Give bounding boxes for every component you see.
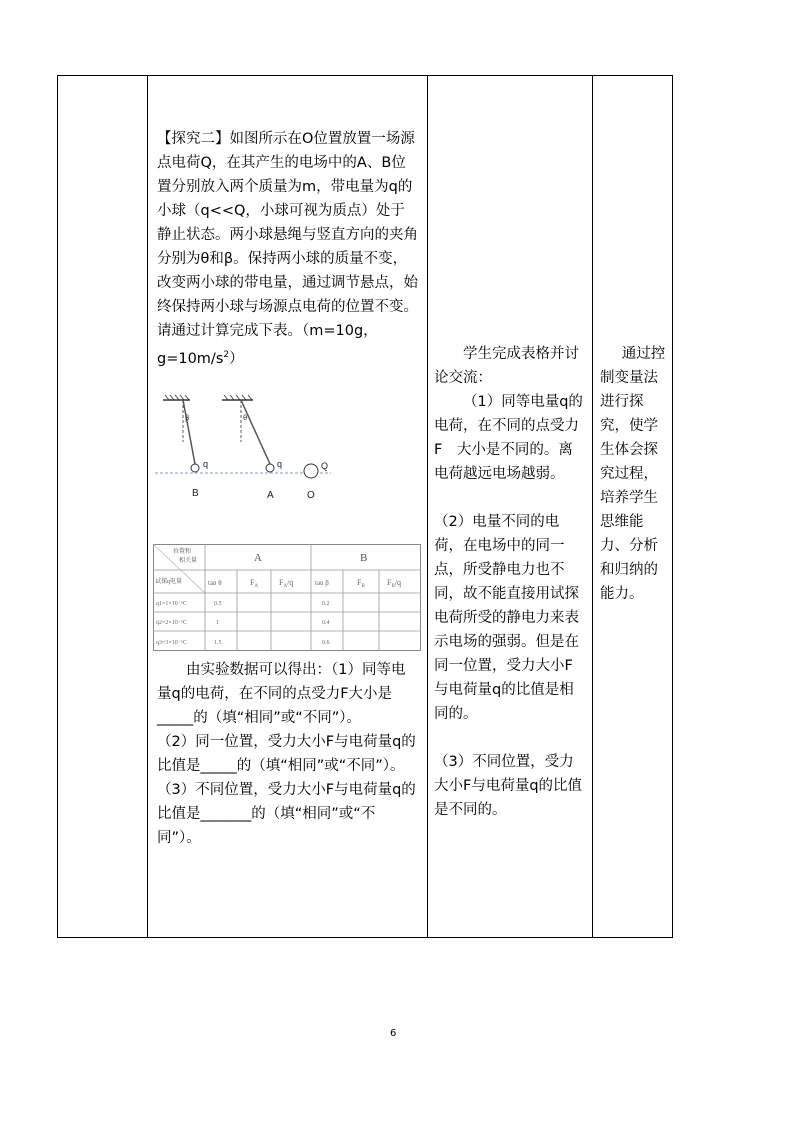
row-2-tan-theta: 1 — [216, 620, 219, 626]
header-tan-theta: tan θ — [208, 579, 222, 587]
header-faq: $F_A/q$ — [279, 578, 294, 589]
label-q-b: q — [203, 459, 209, 469]
row-1-tan-beta: 0.2 — [322, 601, 330, 607]
intro-sup: 2 — [223, 350, 230, 360]
ball-a — [266, 464, 274, 472]
label-q-a: q — [277, 459, 283, 469]
conclusion-1: 由实验数据可以得出：（1）同等电量q的电荷，在不同的点受力F大小是_____的（填“相同”或“不同”）。 — [157, 662, 406, 726]
string-b — [183, 400, 195, 464]
conclusion-2: （2）同一位置，受力大小F与电荷量q的比值是_____的（填“相同”或“不同”）。 — [157, 734, 416, 774]
row-3-tan-theta: 1.5 — [214, 640, 222, 646]
table-divider-2 — [427, 75, 428, 938]
intro-end: ） — [229, 350, 244, 367]
row-2-tan-beta: 0.4 — [322, 620, 330, 626]
table-divider-1 — [147, 75, 148, 938]
student-lead: 学生完成表格并讨论交流： — [434, 346, 579, 386]
student-point-1: （1）同等电量q的电荷，在不同的点受力F 大小是不同的。离电荷越远电场越弱。 — [434, 394, 583, 482]
design-intent — [600, 342, 668, 606]
label-Q: Q — [321, 461, 329, 471]
student-point-3: （3）不同位置，受力大小F与电荷量q的比值是不同的。 — [434, 754, 583, 818]
ceiling-b — [163, 395, 190, 400]
header-fb: $F_B$ — [357, 578, 365, 589]
source-charge-o — [304, 464, 318, 478]
row-1-tan-theta: 0.5 — [214, 601, 222, 607]
student-activity — [434, 342, 586, 822]
intro-text: 如图所示在O位置放置一场源点电荷Q，在其产生的电场中的A、B位置分别放入两个质量为m，带电量为q的小球（q<<Q，小球可视为质点）处于静止状态。两小球悬绳与竖直方向的夹角分别为θ和β。保持两小球的质量不变，改变两小球的带电量，通过调节悬点，始终保持两小球与场源点电荷的位置不变。请通过计算完成下表。（m=10g，g=10m/s — [157, 131, 418, 367]
ball-b — [191, 464, 199, 472]
row-3-label: q3=3×10⁻⁶C — [156, 640, 188, 646]
exploration-content — [157, 127, 419, 371]
corner-bottom: 试探q电量 — [155, 579, 183, 585]
intro-paragraph — [157, 127, 419, 371]
page-number: 6 — [390, 1028, 397, 1039]
group-a-header: A — [254, 552, 262, 564]
row-2-label: q2=2×10⁻⁶C — [156, 620, 188, 626]
label-O: O — [307, 490, 315, 501]
header-fbq: $F_B/q$ — [387, 578, 402, 589]
label-A: A — [267, 490, 274, 501]
string-a — [241, 400, 270, 464]
table-border-left — [57, 75, 58, 938]
table-divider-3 — [592, 75, 593, 938]
ceiling-a — [222, 395, 253, 400]
conclusions — [157, 658, 419, 850]
table-border-bottom — [57, 937, 673, 938]
group-b-header: B — [360, 552, 368, 564]
corner-mid: 相关量 — [179, 558, 198, 564]
design-intent-text: 通过控制变量法进行探究，使学生体会探究过程，培养学生思维能力、分析和归纳的能力。 — [600, 346, 666, 602]
corner-top: 位置和 — [173, 549, 192, 555]
angle-label-a: θ — [243, 414, 248, 422]
student-point-2: （2）电量不同的电荷，在电场中的同一点，所受静电力也不同，故不能直接用试探电荷所受的静电力来表示电场的强弱。但是在同一位置，受力大小F与电荷量q的比值是相同的。 — [434, 514, 579, 722]
header-fa: $F_A$ — [250, 578, 259, 589]
row-3-tan-beta: 0.6 — [322, 640, 330, 646]
header-tan-beta: tan β — [315, 579, 329, 587]
intro-tag: 【探究二】 — [157, 131, 230, 147]
angle-label-b: β — [185, 414, 190, 422]
conclusion-3: （3）不同位置，受力大小F与电荷量q的比值是_______的（填“相同”或“不同”）。 — [157, 782, 416, 846]
table-border-right — [672, 75, 673, 938]
pendulum-diagram — [155, 392, 345, 510]
row-1-label: q1=1×10⁻⁶C — [156, 601, 188, 607]
data-table — [153, 544, 421, 651]
label-B: B — [192, 488, 199, 499]
table-border-top — [57, 75, 673, 76]
